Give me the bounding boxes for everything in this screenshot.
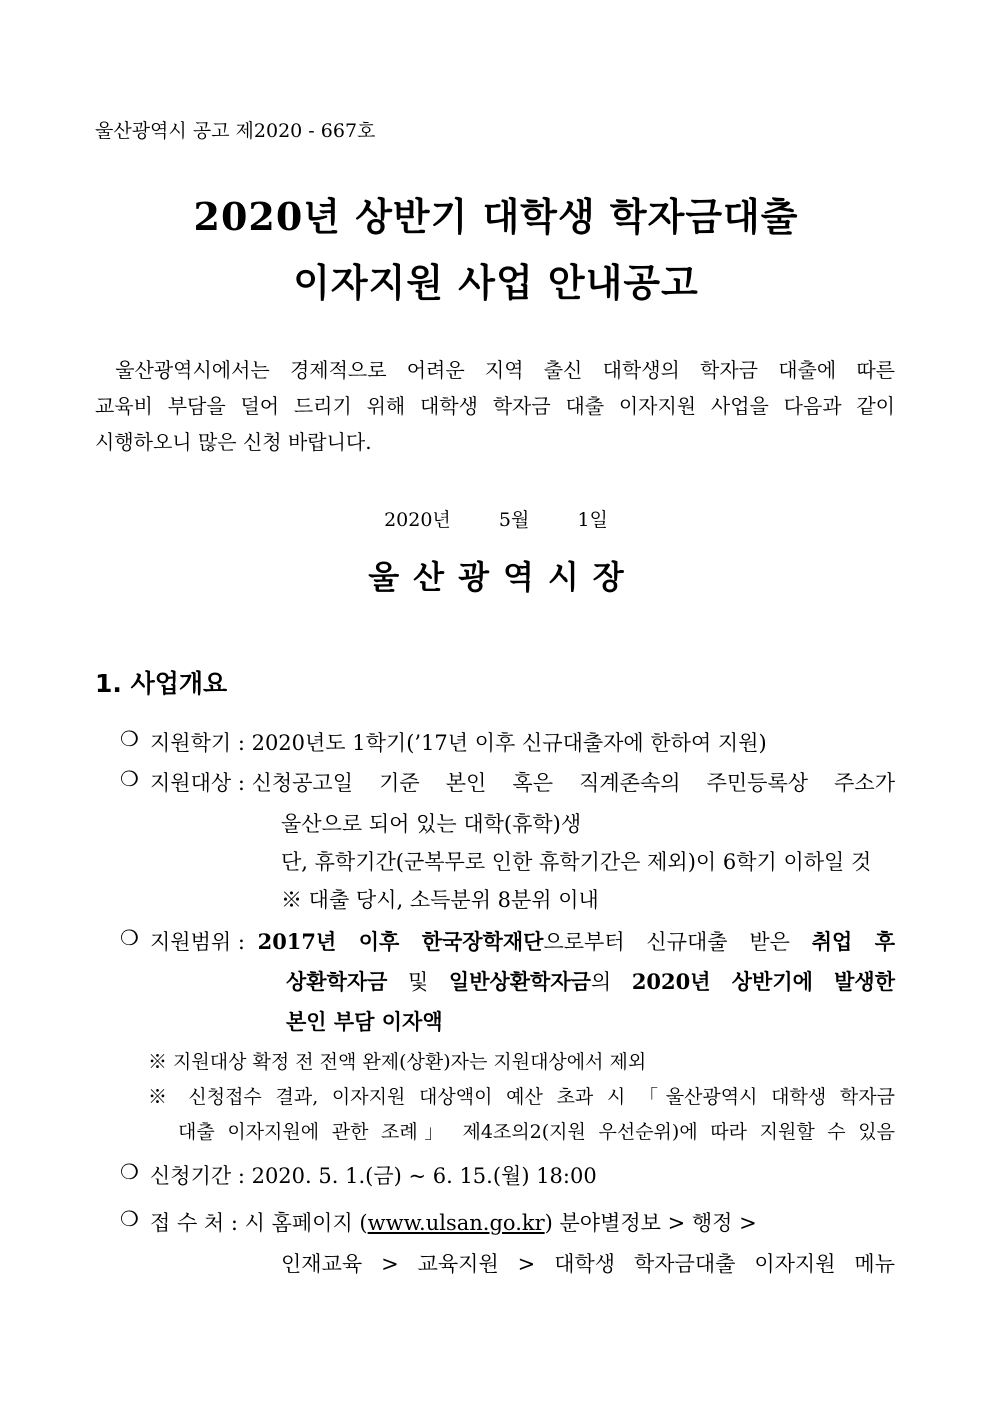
issuer-mayor: 울산광역시장 bbox=[368, 558, 638, 596]
scope-line-1 bbox=[258, 926, 895, 956]
note-2-line-2: 대출 이자지원에 관한 조례」 제4조의2(지원 우선순위)에 따라 지원할 수 있음 bbox=[178, 1121, 895, 1143]
period-row bbox=[120, 1160, 895, 1190]
target-line-2: 울산으로 되어 있는 대학(휴학)생 bbox=[281, 812, 582, 836]
intro-line-2: 교육비 부담을 덜어 드리기 위해 대학생 학자금 대출 이자지원 사업을 다음과 같이 bbox=[95, 394, 895, 418]
scope-bold: 일반상환학자금 bbox=[448, 969, 591, 994]
scope-text: 의 bbox=[590, 970, 632, 994]
intro-line-3: 시행하오니 많은 신청 바랍니다. bbox=[95, 430, 372, 454]
semester-row bbox=[120, 727, 895, 757]
place-label: 접 수 처 : bbox=[150, 1211, 245, 1235]
place-row bbox=[120, 1207, 895, 1237]
note-2-line-1: ※ 신청접수 결과, 이자지원 대상액이 예산 초과 시 「울산광역시 대학생 학자금 bbox=[148, 1086, 895, 1108]
semester-value: 2020년도 1학기(’17년 이후 신규대출자에 한하여 지원) bbox=[251, 731, 767, 755]
intro-line-1: 울산광역시에서는 경제적으로 어려운 지역 출신 대학생의 학자금 대출에 따른 bbox=[95, 358, 895, 382]
scope-bold: 상환학자금 bbox=[286, 969, 388, 994]
bullet-icon: ❍ bbox=[120, 926, 139, 950]
homepage-link[interactable]: www.ulsan.go.kr bbox=[367, 1211, 545, 1235]
place-suffix: ) 분야별정보 > 행정 > bbox=[544, 1211, 757, 1235]
scope-text: 으로부터 신규대출 받은 bbox=[543, 930, 812, 954]
scope-bold: 2017년 이후 한국장학재단 bbox=[257, 929, 544, 954]
scope-row bbox=[120, 926, 895, 956]
title-line-1: 2020년 상반기 대학생 학자금대출 bbox=[193, 194, 799, 239]
bullet-icon: ❍ bbox=[120, 727, 139, 751]
place-prefix: 시 홈페이지 ( bbox=[244, 1211, 368, 1235]
target-line-1: 신청공고일 기준 본인 혹은 직계존속의 주민등록상 주소가 bbox=[251, 771, 895, 795]
target-line-3: 단, 휴학기간(군복무로 인한 휴학기간은 제외)이 6학기 이하일 것 bbox=[281, 850, 872, 874]
section-heading: 1. 사업개요 bbox=[95, 669, 228, 698]
place-line-1 bbox=[245, 1207, 895, 1237]
bullet-icon: ❍ bbox=[120, 1160, 139, 1184]
notice-number: 울산광역시 공고 제2020 - 667호 bbox=[95, 120, 376, 142]
title-line-2: 이자지원 사업 안내공고 bbox=[293, 260, 699, 305]
scope-label: 지원범위 : bbox=[150, 930, 252, 954]
target-line-4: ※ 대출 당시, 소득분위 8분위 이내 bbox=[281, 888, 599, 912]
semester-label: 지원학기 : bbox=[150, 731, 252, 755]
scope-text: 및 bbox=[387, 970, 449, 994]
place-line-2: 인재교육 > 교육지원 > 대학생 학자금대출 이자지원 메뉴 bbox=[281, 1252, 895, 1276]
scope-line-2 bbox=[286, 966, 895, 996]
bullet-icon: ❍ bbox=[120, 1207, 139, 1231]
scope-line-3 bbox=[286, 1006, 900, 1036]
intro-paragraph bbox=[95, 352, 895, 460]
scope-bold: 본인 부담 이자액 bbox=[286, 1009, 443, 1034]
target-label: 지원대상 : bbox=[150, 771, 252, 795]
scope-bold: 취업 후 bbox=[811, 929, 896, 954]
note-1: ※ 지원대상 확정 전 전액 완제(상환)자는 지원대상에서 제외 bbox=[148, 1051, 647, 1073]
period-label: 신청기간 : bbox=[150, 1164, 252, 1188]
scope-bold: 2020년 상반기에 발생한 bbox=[631, 969, 896, 994]
period-value: 2020. 5. 1.(금) ~ 6. 15.(월) 18:00 bbox=[251, 1164, 597, 1188]
notice-date: 2020년 5월 1일 bbox=[384, 509, 608, 531]
bullet-icon: ❍ bbox=[120, 767, 139, 791]
target-row bbox=[120, 767, 895, 797]
